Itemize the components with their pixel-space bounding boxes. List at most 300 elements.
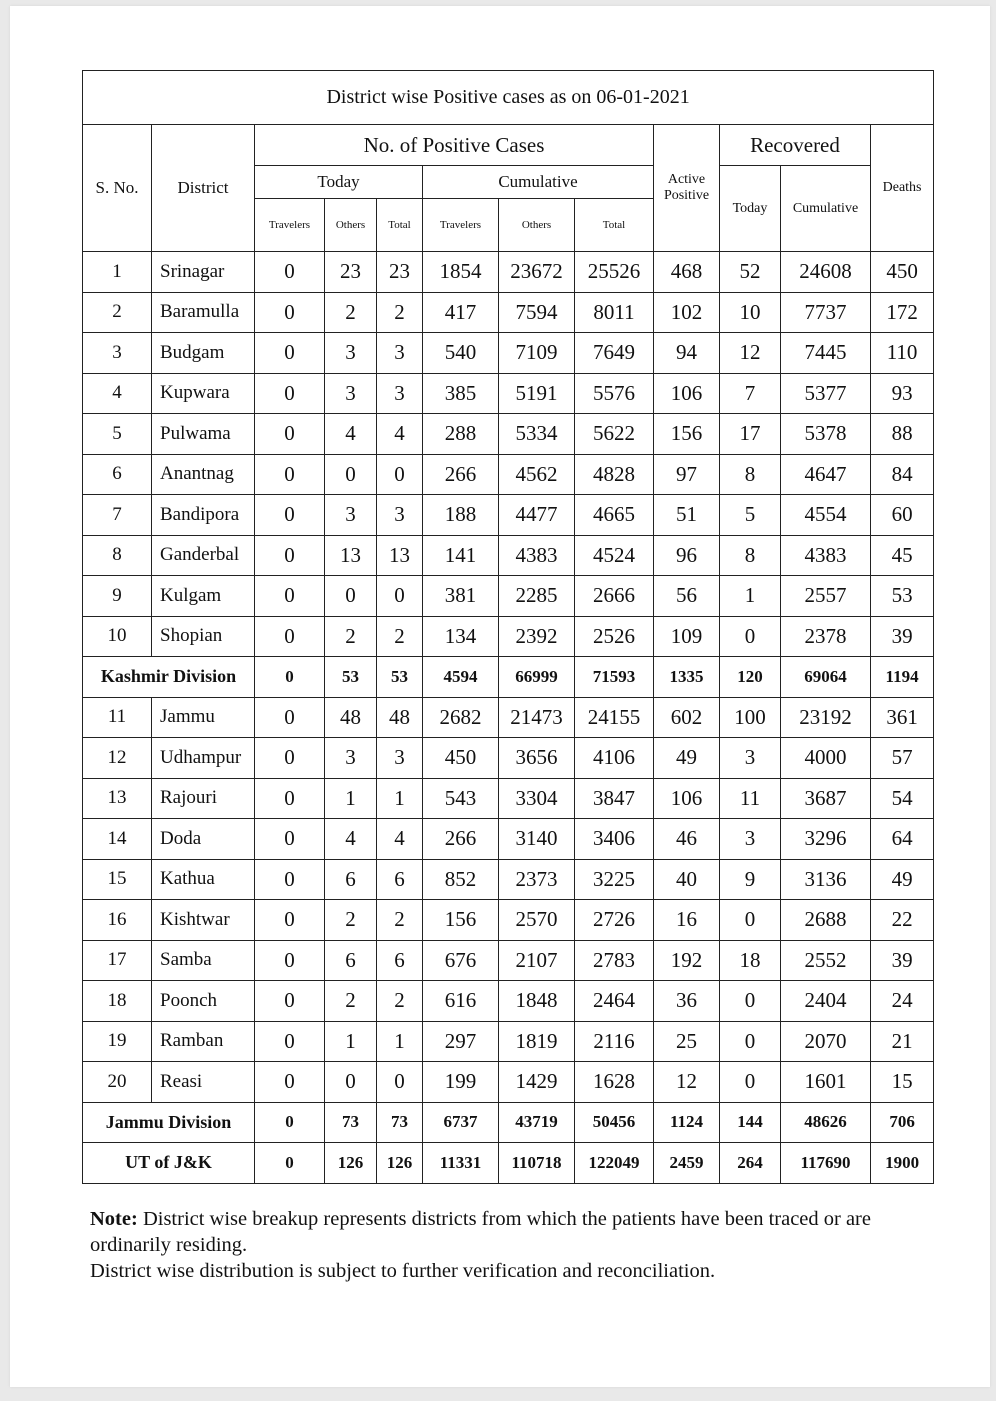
recovered-cumulative-cell: 5377 bbox=[781, 373, 871, 414]
district-header: District bbox=[152, 125, 255, 252]
cumulative-travelers-cell: 1854 bbox=[423, 252, 499, 293]
district-cell: Reasi bbox=[152, 1062, 255, 1103]
note-text-1: District wise breakup represents districts from which the patients have been traced or are ordinarily residing. bbox=[90, 1208, 871, 1256]
cumulative-others-cell: 1848 bbox=[499, 981, 575, 1022]
active-positive-cell: 56 bbox=[654, 576, 720, 617]
recovered-today-cell: 11 bbox=[720, 778, 781, 819]
today-total-header: Total bbox=[377, 199, 423, 252]
cumulative-total-cell: 2116 bbox=[575, 1021, 654, 1062]
today-travelers-header: Travelers bbox=[255, 199, 325, 252]
cumulative-others-cell: 110718 bbox=[499, 1143, 575, 1184]
deaths-cell: 22 bbox=[871, 900, 934, 941]
today-travelers-cell: 0 bbox=[255, 1021, 325, 1062]
sno-cell: 15 bbox=[83, 859, 152, 900]
today-others-cell: 1 bbox=[325, 1021, 377, 1062]
recovered-cumulative-cell: 7737 bbox=[781, 292, 871, 333]
cumulative-total-cell: 2783 bbox=[575, 940, 654, 981]
deaths-cell: 110 bbox=[871, 333, 934, 374]
district-cell: Ramban bbox=[152, 1021, 255, 1062]
cumulative-others-cell: 3140 bbox=[499, 819, 575, 860]
cumulative-total-cell: 8011 bbox=[575, 292, 654, 333]
deaths-cell: 361 bbox=[871, 697, 934, 738]
today-others-cell: 2 bbox=[325, 292, 377, 333]
active-positive-cell: 109 bbox=[654, 616, 720, 657]
cumulative-total-cell: 25526 bbox=[575, 252, 654, 293]
recovered-today-cell: 17 bbox=[720, 414, 781, 455]
active-positive-cell: 16 bbox=[654, 900, 720, 941]
today-others-cell: 73 bbox=[325, 1102, 377, 1143]
today-others-cell: 4 bbox=[325, 819, 377, 860]
cumulative-travelers-cell: 156 bbox=[423, 900, 499, 941]
table-row bbox=[83, 252, 934, 293]
today-others-cell: 0 bbox=[325, 1062, 377, 1103]
today-others-cell: 2 bbox=[325, 981, 377, 1022]
cumulative-others-cell: 4562 bbox=[499, 454, 575, 495]
today-total-cell: 1 bbox=[377, 1021, 423, 1062]
active-positive-cell: 106 bbox=[654, 778, 720, 819]
table-row bbox=[83, 535, 934, 576]
district-cell: Kishtwar bbox=[152, 900, 255, 941]
deaths-cell: 57 bbox=[871, 738, 934, 779]
note-label: Note: bbox=[90, 1208, 138, 1230]
table-body bbox=[83, 252, 934, 1184]
total-label-cell: UT of J&K bbox=[83, 1143, 255, 1184]
deaths-cell: 15 bbox=[871, 1062, 934, 1103]
today-others-cell: 4 bbox=[325, 414, 377, 455]
cumulative-others-cell: 2107 bbox=[499, 940, 575, 981]
recovered-today-cell: 5 bbox=[720, 495, 781, 536]
district-cases-table bbox=[82, 70, 934, 1184]
deaths-cell: 54 bbox=[871, 778, 934, 819]
deaths-cell: 24 bbox=[871, 981, 934, 1022]
today-others-cell: 13 bbox=[325, 535, 377, 576]
recovered-cumulative-cell: 3687 bbox=[781, 778, 871, 819]
today-others-cell: 3 bbox=[325, 738, 377, 779]
recovered-cumulative-cell: 4000 bbox=[781, 738, 871, 779]
cumulative-total-cell: 24155 bbox=[575, 697, 654, 738]
cumulative-travelers-cell: 188 bbox=[423, 495, 499, 536]
cumulative-total-cell: 7649 bbox=[575, 333, 654, 374]
total-row bbox=[83, 657, 934, 698]
table-row bbox=[83, 333, 934, 374]
today-travelers-cell: 0 bbox=[255, 738, 325, 779]
today-travelers-cell: 0 bbox=[255, 414, 325, 455]
deaths-cell: 450 bbox=[871, 252, 934, 293]
cumulative-travelers-cell: 543 bbox=[423, 778, 499, 819]
today-travelers-cell: 0 bbox=[255, 657, 325, 698]
total-row bbox=[83, 1143, 934, 1184]
cumulative-others-cell: 2392 bbox=[499, 616, 575, 657]
active-positive-cell: 97 bbox=[654, 454, 720, 495]
today-travelers-cell: 0 bbox=[255, 535, 325, 576]
cumulative-travelers-cell: 297 bbox=[423, 1021, 499, 1062]
today-others-cell: 2 bbox=[325, 616, 377, 657]
active-positive-cell: 102 bbox=[654, 292, 720, 333]
recovered-cumulative-cell: 2070 bbox=[781, 1021, 871, 1062]
recovered-today-cell: 52 bbox=[720, 252, 781, 293]
today-header: Today bbox=[255, 166, 423, 199]
recovered-cumulative-cell: 3296 bbox=[781, 819, 871, 860]
sno-cell: 9 bbox=[83, 576, 152, 617]
sno-cell: 12 bbox=[83, 738, 152, 779]
deaths-cell: 93 bbox=[871, 373, 934, 414]
today-total-cell: 48 bbox=[377, 697, 423, 738]
today-travelers-cell: 0 bbox=[255, 292, 325, 333]
today-travelers-cell: 0 bbox=[255, 778, 325, 819]
cumulative-travelers-cell: 141 bbox=[423, 535, 499, 576]
district-cell: Anantnag bbox=[152, 454, 255, 495]
cumulative-others-header: Others bbox=[499, 199, 575, 252]
cumulative-others-cell: 7594 bbox=[499, 292, 575, 333]
deaths-cell: 21 bbox=[871, 1021, 934, 1062]
table-row bbox=[83, 900, 934, 941]
cumulative-others-cell: 3304 bbox=[499, 778, 575, 819]
recovered-cumulative-cell: 4554 bbox=[781, 495, 871, 536]
active-positive-cell: 106 bbox=[654, 373, 720, 414]
cumulative-travelers-cell: 381 bbox=[423, 576, 499, 617]
cumulative-header: Cumulative bbox=[423, 166, 654, 199]
today-travelers-cell: 0 bbox=[255, 576, 325, 617]
recovered-cumulative-cell: 23192 bbox=[781, 697, 871, 738]
recovered-today-cell: 10 bbox=[720, 292, 781, 333]
sno-cell: 1 bbox=[83, 252, 152, 293]
recovered-today-cell: 144 bbox=[720, 1102, 781, 1143]
cumulative-others-cell: 2373 bbox=[499, 859, 575, 900]
active-positive-cell: 1124 bbox=[654, 1102, 720, 1143]
active-positive-cell: 1335 bbox=[654, 657, 720, 698]
today-total-cell: 13 bbox=[377, 535, 423, 576]
cumulative-travelers-cell: 676 bbox=[423, 940, 499, 981]
active-positive-cell: 156 bbox=[654, 414, 720, 455]
today-total-cell: 0 bbox=[377, 576, 423, 617]
cumulative-others-cell: 21473 bbox=[499, 697, 575, 738]
active-positive-cell: 602 bbox=[654, 697, 720, 738]
positive-cases-header: No. of Positive Cases bbox=[255, 125, 654, 166]
cumulative-total-cell: 3406 bbox=[575, 819, 654, 860]
today-travelers-cell: 0 bbox=[255, 940, 325, 981]
today-others-cell: 1 bbox=[325, 778, 377, 819]
sno-cell: 7 bbox=[83, 495, 152, 536]
cumulative-total-cell: 5576 bbox=[575, 373, 654, 414]
deaths-cell: 49 bbox=[871, 859, 934, 900]
recovered-today-cell: 3 bbox=[720, 738, 781, 779]
today-others-cell: 53 bbox=[325, 657, 377, 698]
cumulative-total-cell: 2666 bbox=[575, 576, 654, 617]
today-total-cell: 126 bbox=[377, 1143, 423, 1184]
table-row bbox=[83, 819, 934, 860]
today-others-cell: 6 bbox=[325, 940, 377, 981]
active-positive-cell: 25 bbox=[654, 1021, 720, 1062]
table-row bbox=[83, 1062, 934, 1103]
recovered-cumulative-cell: 2552 bbox=[781, 940, 871, 981]
table-row bbox=[83, 859, 934, 900]
recovered-today-cell: 8 bbox=[720, 454, 781, 495]
sno-cell: 8 bbox=[83, 535, 152, 576]
district-cell: Shopian bbox=[152, 616, 255, 657]
district-cell: Kathua bbox=[152, 859, 255, 900]
deaths-cell: 39 bbox=[871, 940, 934, 981]
today-total-cell: 2 bbox=[377, 981, 423, 1022]
recovered-cumulative-cell: 4647 bbox=[781, 454, 871, 495]
cumulative-travelers-cell: 852 bbox=[423, 859, 499, 900]
today-travelers-cell: 0 bbox=[255, 697, 325, 738]
table-row bbox=[83, 373, 934, 414]
district-cell: Kulgam bbox=[152, 576, 255, 617]
cumulative-total-cell: 50456 bbox=[575, 1102, 654, 1143]
cumulative-travelers-cell: 450 bbox=[423, 738, 499, 779]
recovered-cumulative-cell: 69064 bbox=[781, 657, 871, 698]
recovered-today-cell: 18 bbox=[720, 940, 781, 981]
deaths-cell: 1900 bbox=[871, 1143, 934, 1184]
deaths-cell: 39 bbox=[871, 616, 934, 657]
recovered-cumulative-cell: 2378 bbox=[781, 616, 871, 657]
district-cell: Budgam bbox=[152, 333, 255, 374]
today-total-cell: 6 bbox=[377, 859, 423, 900]
district-cell: Bandipora bbox=[152, 495, 255, 536]
cumulative-total-cell: 4828 bbox=[575, 454, 654, 495]
district-cell: Udhampur bbox=[152, 738, 255, 779]
total-row bbox=[83, 1102, 934, 1143]
today-total-cell: 6 bbox=[377, 940, 423, 981]
today-others-cell: 2 bbox=[325, 900, 377, 941]
cumulative-travelers-cell: 540 bbox=[423, 333, 499, 374]
district-cell: Jammu bbox=[152, 697, 255, 738]
today-others-cell: 0 bbox=[325, 454, 377, 495]
recovered-today-cell: 120 bbox=[720, 657, 781, 698]
sno-cell: 3 bbox=[83, 333, 152, 374]
today-travelers-cell: 0 bbox=[255, 252, 325, 293]
sno-cell: 6 bbox=[83, 454, 152, 495]
cumulative-travelers-cell: 266 bbox=[423, 819, 499, 860]
today-travelers-cell: 0 bbox=[255, 981, 325, 1022]
active-positive-cell: 36 bbox=[654, 981, 720, 1022]
district-cell: Kupwara bbox=[152, 373, 255, 414]
cumulative-travelers-cell: 4594 bbox=[423, 657, 499, 698]
sno-cell: 2 bbox=[83, 292, 152, 333]
today-total-cell: 2 bbox=[377, 292, 423, 333]
district-cell: Doda bbox=[152, 819, 255, 860]
recovered-cumulative-cell: 48626 bbox=[781, 1102, 871, 1143]
active-positive-cell: 94 bbox=[654, 333, 720, 374]
cumulative-total-cell: 3847 bbox=[575, 778, 654, 819]
table-row bbox=[83, 778, 934, 819]
cumulative-travelers-cell: 385 bbox=[423, 373, 499, 414]
district-cell: Samba bbox=[152, 940, 255, 981]
today-others-header: Others bbox=[325, 199, 377, 252]
table-row bbox=[83, 292, 934, 333]
district-cell: Srinagar bbox=[152, 252, 255, 293]
cumulative-others-cell: 3656 bbox=[499, 738, 575, 779]
deaths-header: Deaths bbox=[871, 125, 934, 252]
table-row bbox=[83, 940, 934, 981]
sno-cell: 11 bbox=[83, 697, 152, 738]
cumulative-others-cell: 66999 bbox=[499, 657, 575, 698]
district-cell: Poonch bbox=[152, 981, 255, 1022]
cumulative-travelers-cell: 288 bbox=[423, 414, 499, 455]
cumulative-travelers-cell: 11331 bbox=[423, 1143, 499, 1184]
today-travelers-cell: 0 bbox=[255, 333, 325, 374]
cumulative-total-cell: 1628 bbox=[575, 1062, 654, 1103]
recovered-today-cell: 7 bbox=[720, 373, 781, 414]
today-travelers-cell: 0 bbox=[255, 900, 325, 941]
cumulative-travelers-cell: 266 bbox=[423, 454, 499, 495]
deaths-cell: 84 bbox=[871, 454, 934, 495]
cumulative-total-cell: 2464 bbox=[575, 981, 654, 1022]
recovered-cumulative-cell: 1601 bbox=[781, 1062, 871, 1103]
district-cell: Rajouri bbox=[152, 778, 255, 819]
cumulative-others-cell: 2570 bbox=[499, 900, 575, 941]
today-total-cell: 0 bbox=[377, 1062, 423, 1103]
recovered-cumulative-cell: 4383 bbox=[781, 535, 871, 576]
recovered-cumulative-cell: 3136 bbox=[781, 859, 871, 900]
deaths-cell: 172 bbox=[871, 292, 934, 333]
table-row bbox=[83, 616, 934, 657]
table-row bbox=[83, 576, 934, 617]
total-label-cell: Kashmir Division bbox=[83, 657, 255, 698]
table-row bbox=[83, 738, 934, 779]
cumulative-travelers-cell: 2682 bbox=[423, 697, 499, 738]
recovered-today-cell: 100 bbox=[720, 697, 781, 738]
cumulative-total-cell: 3225 bbox=[575, 859, 654, 900]
active-positive-cell: 192 bbox=[654, 940, 720, 981]
recovered-cumulative-cell: 2557 bbox=[781, 576, 871, 617]
cumulative-travelers-cell: 616 bbox=[423, 981, 499, 1022]
recovered-today-cell: 12 bbox=[720, 333, 781, 374]
district-cell: Baramulla bbox=[152, 292, 255, 333]
today-others-cell: 3 bbox=[325, 495, 377, 536]
deaths-cell: 60 bbox=[871, 495, 934, 536]
table-title: District wise Positive cases as on 06-01-2021 bbox=[83, 71, 934, 125]
note-line-1 bbox=[90, 1206, 940, 1258]
active-positive-cell: 2459 bbox=[654, 1143, 720, 1184]
cumulative-others-cell: 2285 bbox=[499, 576, 575, 617]
today-travelers-cell: 0 bbox=[255, 819, 325, 860]
active-positive-cell: 40 bbox=[654, 859, 720, 900]
table-row bbox=[83, 454, 934, 495]
cumulative-total-cell: 5622 bbox=[575, 414, 654, 455]
sno-cell: 20 bbox=[83, 1062, 152, 1103]
cumulative-total-cell: 71593 bbox=[575, 657, 654, 698]
today-total-cell: 4 bbox=[377, 819, 423, 860]
cumulative-total-cell: 4106 bbox=[575, 738, 654, 779]
today-total-cell: 3 bbox=[377, 738, 423, 779]
today-others-cell: 48 bbox=[325, 697, 377, 738]
deaths-cell: 45 bbox=[871, 535, 934, 576]
table-row bbox=[83, 697, 934, 738]
recovered-today-cell: 0 bbox=[720, 1021, 781, 1062]
cumulative-travelers-header: Travelers bbox=[423, 199, 499, 252]
today-others-cell: 23 bbox=[325, 252, 377, 293]
today-total-cell: 3 bbox=[377, 333, 423, 374]
today-total-cell: 23 bbox=[377, 252, 423, 293]
today-total-cell: 0 bbox=[377, 454, 423, 495]
recovered-header: Recovered bbox=[720, 125, 871, 166]
deaths-cell: 53 bbox=[871, 576, 934, 617]
recovered-cumulative-cell: 7445 bbox=[781, 333, 871, 374]
cumulative-travelers-cell: 417 bbox=[423, 292, 499, 333]
sno-cell: 10 bbox=[83, 616, 152, 657]
recovered-today-cell: 0 bbox=[720, 616, 781, 657]
cumulative-others-cell: 4477 bbox=[499, 495, 575, 536]
recovered-today-cell: 9 bbox=[720, 859, 781, 900]
today-travelers-cell: 0 bbox=[255, 1102, 325, 1143]
sno-header: S. No. bbox=[83, 125, 152, 252]
active-positive-cell: 96 bbox=[654, 535, 720, 576]
today-others-cell: 3 bbox=[325, 373, 377, 414]
cumulative-total-cell: 2526 bbox=[575, 616, 654, 657]
sno-cell: 18 bbox=[83, 981, 152, 1022]
today-travelers-cell: 0 bbox=[255, 616, 325, 657]
active-positive-cell: 51 bbox=[654, 495, 720, 536]
recovered-today-cell: 0 bbox=[720, 981, 781, 1022]
today-others-cell: 126 bbox=[325, 1143, 377, 1184]
table-row bbox=[83, 414, 934, 455]
deaths-cell: 706 bbox=[871, 1102, 934, 1143]
active-positive-cell: 12 bbox=[654, 1062, 720, 1103]
sno-cell: 17 bbox=[83, 940, 152, 981]
today-travelers-cell: 0 bbox=[255, 454, 325, 495]
active-positive-cell: 46 bbox=[654, 819, 720, 860]
cumulative-others-cell: 1429 bbox=[499, 1062, 575, 1103]
sno-cell: 4 bbox=[83, 373, 152, 414]
note-line-2: District wise distribution is subject to further verification and reconciliation. bbox=[90, 1260, 716, 1282]
sno-cell: 14 bbox=[83, 819, 152, 860]
today-travelers-cell: 0 bbox=[255, 495, 325, 536]
recovered-cumulative-header: Cumulative bbox=[781, 166, 871, 252]
active-positive-cell: 468 bbox=[654, 252, 720, 293]
district-cell: Ganderbal bbox=[152, 535, 255, 576]
cumulative-travelers-cell: 134 bbox=[423, 616, 499, 657]
today-travelers-cell: 0 bbox=[255, 373, 325, 414]
recovered-today-cell: 1 bbox=[720, 576, 781, 617]
note-section bbox=[90, 1206, 940, 1284]
today-total-cell: 1 bbox=[377, 778, 423, 819]
today-total-cell: 53 bbox=[377, 657, 423, 698]
today-total-cell: 73 bbox=[377, 1102, 423, 1143]
today-travelers-cell: 0 bbox=[255, 859, 325, 900]
recovered-today-cell: 3 bbox=[720, 819, 781, 860]
sno-cell: 5 bbox=[83, 414, 152, 455]
deaths-cell: 64 bbox=[871, 819, 934, 860]
cumulative-others-cell: 43719 bbox=[499, 1102, 575, 1143]
today-total-cell: 2 bbox=[377, 900, 423, 941]
today-total-cell: 3 bbox=[377, 373, 423, 414]
cumulative-others-cell: 5191 bbox=[499, 373, 575, 414]
document-page bbox=[10, 6, 990, 1387]
cumulative-total-cell: 4524 bbox=[575, 535, 654, 576]
recovered-today-header: Today bbox=[720, 166, 781, 252]
sno-cell: 13 bbox=[83, 778, 152, 819]
table-row bbox=[83, 1021, 934, 1062]
cumulative-others-cell: 1819 bbox=[499, 1021, 575, 1062]
recovered-cumulative-cell: 2688 bbox=[781, 900, 871, 941]
cumulative-travelers-cell: 199 bbox=[423, 1062, 499, 1103]
recovered-today-cell: 0 bbox=[720, 900, 781, 941]
today-travelers-cell: 0 bbox=[255, 1062, 325, 1103]
deaths-cell: 88 bbox=[871, 414, 934, 455]
cumulative-travelers-cell: 6737 bbox=[423, 1102, 499, 1143]
today-total-cell: 2 bbox=[377, 616, 423, 657]
table-row bbox=[83, 981, 934, 1022]
today-others-cell: 0 bbox=[325, 576, 377, 617]
cumulative-others-cell: 5334 bbox=[499, 414, 575, 455]
recovered-cumulative-cell: 24608 bbox=[781, 252, 871, 293]
deaths-cell: 1194 bbox=[871, 657, 934, 698]
recovered-cumulative-cell: 5378 bbox=[781, 414, 871, 455]
cumulative-total-cell: 2726 bbox=[575, 900, 654, 941]
sno-cell: 19 bbox=[83, 1021, 152, 1062]
cumulative-total-header: Total bbox=[575, 199, 654, 252]
